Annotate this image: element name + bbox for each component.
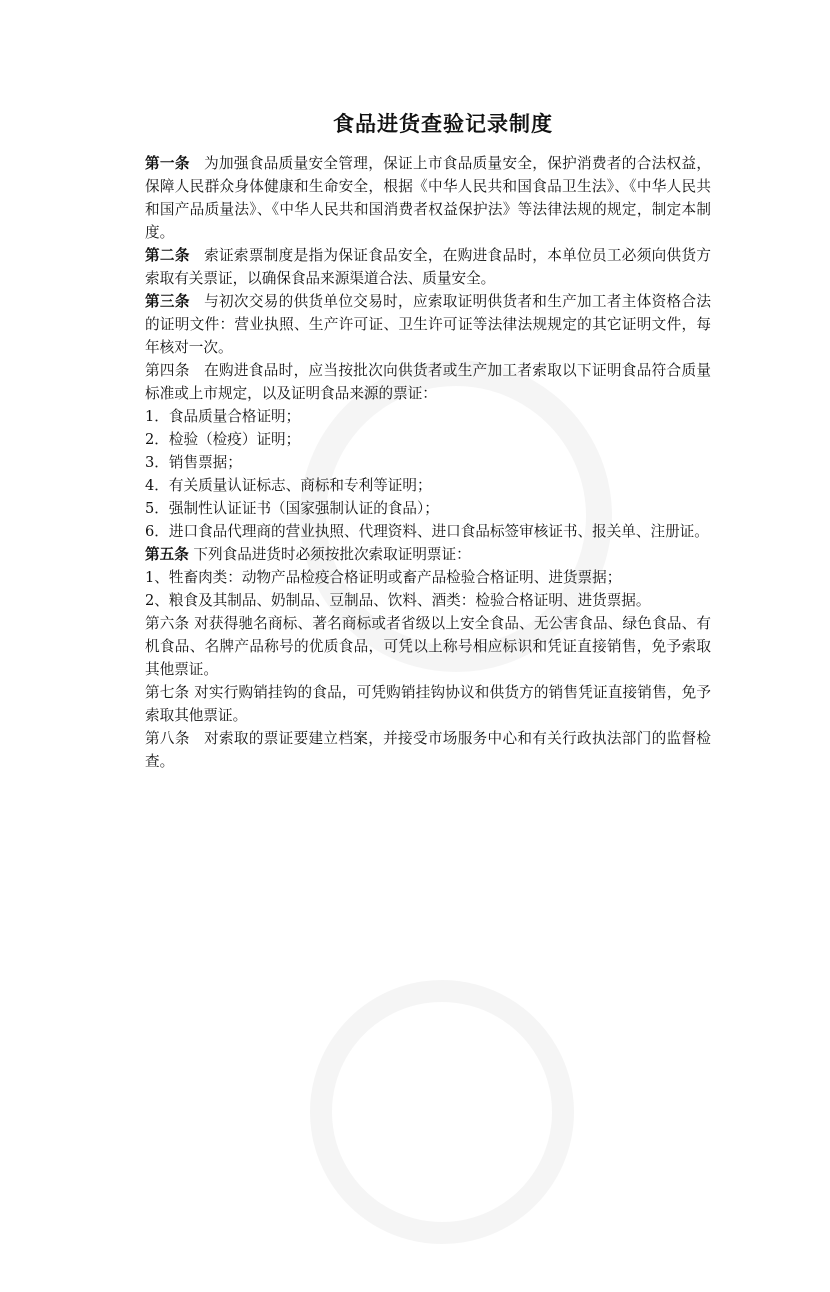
list-item [145, 520, 711, 543]
article-text: 5．强制性认证证书（国家强制认证的食品）； [145, 500, 439, 517]
document-title: 食品进货查验记录制度 [333, 111, 553, 136]
article-paragraph [145, 359, 711, 405]
article-label: 第二条 [145, 247, 190, 264]
article-paragraph [145, 244, 711, 290]
article-text: 下列食品进货时必须按批次索取证明票证： [188, 546, 471, 563]
article-label: 第八条 [145, 730, 190, 747]
article-text: 对索取的票证要建立档案，并接受市场服务中心和有关行政执法部门的监督检查。 [145, 730, 711, 770]
article-label: 第三条 [145, 293, 190, 310]
article-text: 1．食品质量合格证明； [145, 408, 301, 425]
article-paragraph [145, 290, 711, 359]
article-label: 第七条 [145, 684, 190, 701]
article-text: 2．检验（检疫）证明； [145, 431, 301, 448]
article-text: 1、牲畜肉类：动物产品检疫合格证明或畜产品检验合格证明、进货票据； [145, 569, 622, 586]
article-label: 第五条 [145, 546, 189, 563]
document-body [145, 108, 711, 773]
article-paragraph [145, 543, 711, 566]
list-item [145, 428, 711, 451]
article-text: 2、粮食及其制品、奶制品、豆制品、饮料、酒类：检验合格证明、进货票据。 [145, 592, 651, 609]
article-text: 对获得驰名商标、著名商标或者省级以上安全食品、无公害食品、绿色食品、有机食品、名牌产品称号的优质食品，可凭以上称号相应标识和凭证直接销售，免予索取其他票证。 [145, 615, 711, 678]
article-text: 3．销售票据； [145, 454, 242, 471]
list-item [145, 474, 711, 497]
article-text: 为加强食品质量安全管理，保证上市食品质量安全，保护消费者的合法权益，保障人民群众身体健康和生命安全，根据《中华人民共和国食品卫生法》、《中华人民共和国产品质量法》、《中华人民共和国消费者权益保护法》等法律法规的规定，制定本制度。 [145, 155, 711, 241]
article-label: 第一条 [145, 155, 190, 172]
article-paragraph [145, 152, 711, 244]
article-paragraph [145, 681, 711, 727]
article-text: 4．有关质量认证标志、商标和专利等证明； [145, 477, 432, 494]
article-text: 与初次交易的供货单位交易时，应索取证明供货者和生产加工者主体资格合法的证明文件：营业执照、生产许可证、卫生许可证等法律法规规定的其它证明文件，每年核对一次。 [145, 293, 711, 356]
list-item [145, 497, 711, 520]
article-text: 在购进食品时，应当按批次向供货者或生产加工者索取以下证明食品符合质量标准或上市规定，以及证明食品来源的票证： [145, 362, 711, 402]
article-paragraph [145, 612, 711, 681]
list-item [145, 589, 711, 612]
watermark-seal [262, 932, 623, 1292]
list-item [145, 451, 711, 474]
list-item [145, 405, 711, 428]
article-text: 对实行购销挂钩的食品，可凭购销挂钩协议和供货方的销售凭证直接销售，免予索取其他票证。 [145, 684, 711, 724]
article-label: 第六条 [145, 615, 190, 632]
article-text: 索证索票制度是指为保证食品安全，在购进食品时，本单位员工必须向供货方索取有关票证，以确保食品来源渠道合法、质量安全。 [145, 247, 711, 287]
article-text: 6．进口食品代理商的营业执照、代理资料、进口食品标签审核证书、报关单、注册证。 [145, 523, 709, 540]
article-paragraph [145, 727, 711, 773]
article-label: 第四条 [145, 362, 190, 379]
list-item [145, 566, 711, 589]
article-list [145, 152, 711, 773]
